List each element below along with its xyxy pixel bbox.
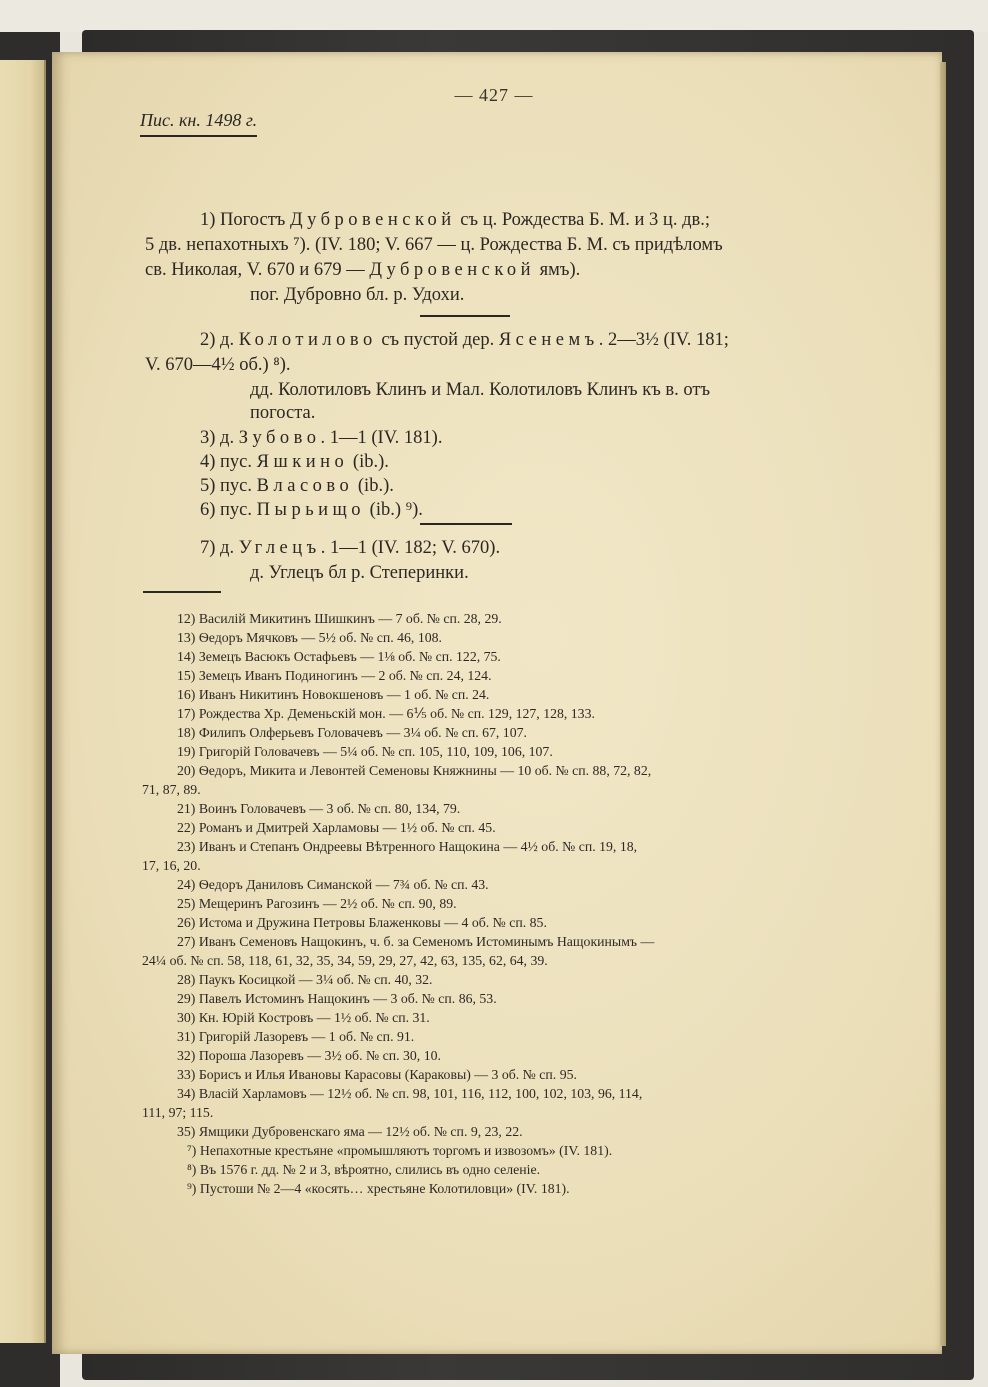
- entry-text: (ib.).: [353, 476, 394, 496]
- place-name: Ясенемъ: [498, 330, 599, 350]
- footnote-line: 29) Павелъ Истоминъ Нащокинъ — 3 об. № сп. 86, 53.: [177, 991, 497, 1006]
- entry-1-line-3: [145, 260, 580, 281]
- source-heading: Пис. кн. 1498 г.: [140, 110, 257, 137]
- entry-text: 1) Погостъ: [200, 210, 290, 230]
- entry-1-line-2: 5 дв. непахотныхъ ⁷). (IV. 180; V. 667 — ц. Рождества Б. М. съ придѣломъ: [145, 235, 723, 255]
- entry-text: 4) пус.: [200, 452, 257, 472]
- footnote-line: ⁸) Въ 1576 г. дд. № 2 и 3, вѣроятно, слились въ одно селеніе.: [187, 1162, 541, 1177]
- footnote-line: 24) Ѳедоръ Даниловъ Симанской — 7¾ об. № сп. 43.: [177, 877, 489, 892]
- place-name: Власово: [256, 476, 354, 496]
- footnote-line: 25) Мещеринъ Рагозинъ — 2½ об. № сп. 90, 89.: [177, 896, 457, 911]
- entry-text: . 1—1 (IV. 182; V. 670).: [320, 538, 501, 558]
- entry-text: . 2—3½ (IV. 181;: [598, 330, 729, 350]
- footnote-line: 71, 87, 89.: [142, 782, 201, 797]
- footnote-line: 28) Паукъ Косицкой — 3¼ об. № сп. 40, 32.: [177, 972, 433, 987]
- section-rule: [420, 315, 510, 317]
- page-number: — 427 —: [454, 85, 534, 105]
- entry-text: 2) д.: [200, 330, 239, 350]
- footnote-line: 14) Земецъ Васюкъ Остафьевъ — 1⅛ об. № сп. 122, 75.: [177, 649, 501, 664]
- entry-6: [200, 500, 423, 521]
- footnote-line: 21) Воинъ Головачевъ — 3 об. № сп. 80, 134, 79.: [177, 801, 461, 816]
- section-rule: [420, 523, 512, 525]
- footnote-line: 17) Рождества Хр. Деменьскій мон. — 6⅕ об. № сп. 129, 127, 128, 133.: [177, 706, 595, 721]
- footnote-line: 27) Иванъ Семеновъ Нащокинъ, ч. б. за Семеномъ Истоминымъ Нащокинымъ —: [177, 934, 655, 949]
- page-edge: [940, 62, 946, 1346]
- footnote-line: 20) Ѳедоръ, Микита и Левонтей Семеновы Княжнины — 10 об. № сп. 88, 72, 82,: [177, 763, 652, 778]
- entry-text: съ пустой дер.: [376, 330, 499, 350]
- footnote-line: 33) Борисъ и Илья Ивановы Карасовы (Караковы) — 3 об. № сп. 95.: [177, 1067, 577, 1082]
- entry-text: (ib.).: [348, 452, 389, 472]
- footnote-line: 22) Романъ и Дмитрей Харламовы — 1½ об. № сп. 45.: [177, 820, 496, 835]
- entry-text: (ib.) ⁹).: [365, 500, 423, 520]
- entry-1-modern-location: пог. Дубровно бл. р. Удохи.: [250, 285, 465, 305]
- footnote-line: 15) Земецъ Иванъ Подиногинъ — 2 об. № сп. 24, 124.: [177, 668, 492, 683]
- entry-3: [200, 428, 442, 449]
- place-name: Яшкино: [256, 452, 349, 472]
- place-name: Дубровенской: [289, 210, 456, 230]
- place-name: Зубово: [238, 428, 321, 448]
- entry-text: 5) пус.: [200, 476, 257, 496]
- footnote-line: 19) Григорій Головачевъ — 5¼ об. № сп. 105, 110, 109, 106, 107.: [177, 744, 553, 759]
- footnote-line: 26) Истома и Дружина Петровы Блаженковы — 4 об. № сп. 85.: [177, 915, 547, 930]
- footnote-line: 16) Иванъ Никитинъ Новокшеновъ — 1 об. № сп. 24.: [177, 687, 490, 702]
- entry-1-line-1: [200, 210, 710, 231]
- footnote-rule: [143, 591, 221, 593]
- footnote-line: 34) Власій Харламовъ — 12½ об. № сп. 98, 101, 116, 112, 100, 102, 103, 96, 114,: [177, 1086, 643, 1101]
- footnote-line: 111, 97; 115.: [142, 1105, 214, 1120]
- footnote-line: 30) Кн. Юрій Костровъ — 1½ об. № сп. 31.: [177, 1010, 430, 1025]
- footnote-line: ⁹) Пустоши № 2—4 «косять… хрестьяне Колотиловци» (IV. 181).: [187, 1181, 570, 1196]
- footnote-line: 31) Григорій Лазоревъ — 1 об. № сп. 91.: [177, 1029, 415, 1044]
- footnote-line: 32) Пороша Лазоревъ — 3½ об. № сп. 30, 10.: [177, 1048, 441, 1063]
- entry-2-modern-location: дд. Колотиловъ Клинъ и Мал. Колотиловъ Клинъ къ в. отъ: [250, 380, 711, 400]
- footnote-line: 23) Иванъ и Степанъ Ондреевы Вѣтренного Нащокина — 4½ об. № сп. 19, 18,: [177, 839, 638, 854]
- entry-text: 6) пус.: [200, 500, 257, 520]
- footnote-line: 24¼ об. № сп. 58, 118, 61, 32, 35, 34, 59, 29, 27, 42, 63, 135, 62, 64, 39.: [142, 953, 548, 968]
- scan-background: [0, 0, 988, 32]
- place-name: Колотилово: [238, 330, 377, 350]
- entry-5: [200, 476, 394, 497]
- entry-7-modern-location: д. Углецъ бл р. Степеринки.: [250, 563, 469, 583]
- left-page-edge: [0, 60, 46, 1343]
- footnote-line: 18) Филипъ Олферьевъ Головачевъ — 3¼ об. № сп. 67, 107.: [177, 725, 527, 740]
- entry-text: ямъ).: [535, 260, 581, 280]
- footnote-line: 12) Василій Микитинъ Шишкинъ — 7 об. № сп. 28, 29.: [177, 611, 502, 626]
- entry-text: 7) д.: [200, 538, 239, 558]
- entry-text: св. Николая, V. 670 и 679 —: [145, 260, 370, 280]
- place-name: Углецъ: [238, 538, 321, 558]
- place-name: Дубровенской: [369, 260, 536, 280]
- entry-4: [200, 452, 389, 473]
- footnote-line: 17, 16, 20.: [142, 858, 201, 873]
- entry-7: [200, 538, 500, 559]
- entry-2-line-2: V. 670—4½ об.) ⁸).: [145, 355, 291, 375]
- entry-2-modern-location-cont: погоста.: [250, 403, 316, 423]
- footnote-line: ⁷) Непахотные крестьяне «промышляютъ торгомъ и извозомъ» (IV. 181).: [187, 1143, 613, 1158]
- entry-text: съ ц. Рождества Б. М. и 3 ц. дв.;: [455, 210, 710, 230]
- footnote-line: 13) Ѳедоръ Мячковъ — 5½ об. № сп. 46, 108.: [177, 630, 442, 645]
- entry-text: . 1—1 (IV. 181).: [320, 428, 443, 448]
- entry-text: 3) д.: [200, 428, 239, 448]
- footnote-line: 35) Ямщики Дубровенскаго яма — 12½ об. № сп. 9, 23, 22.: [177, 1124, 523, 1139]
- entry-2-line-1: [200, 330, 729, 351]
- place-name: Пырьищо: [256, 500, 366, 520]
